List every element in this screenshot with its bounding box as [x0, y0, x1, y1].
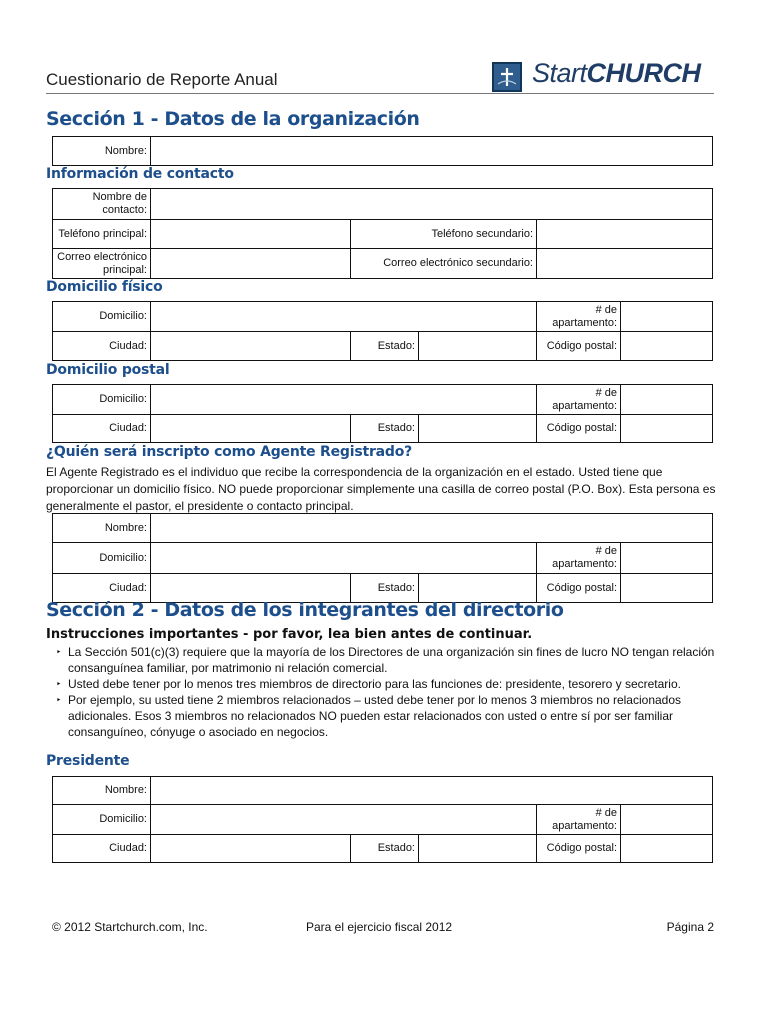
president-name-label: Nombre: [53, 777, 151, 805]
instructions-title: Instrucciones importantes - por favor, lea bien antes de continuar. [46, 627, 533, 642]
footer-page-number: Página 2 [666, 920, 714, 934]
org-name-label: Nombre: [53, 137, 151, 166]
physical-apt-field[interactable] [621, 302, 713, 332]
postal-state-field[interactable] [419, 415, 537, 443]
president-apt-field[interactable] [621, 805, 713, 835]
agent-street-label: Domicilio: [53, 543, 151, 574]
physical-state-label: Estado: [351, 332, 419, 361]
president-table [52, 776, 713, 863]
bullet-icon: ‣ [56, 679, 62, 689]
agent-apt-field[interactable] [621, 543, 713, 574]
postal-city-field[interactable] [151, 415, 351, 443]
bullet-icon: ‣ [56, 647, 62, 657]
president-zip-field[interactable] [621, 835, 713, 863]
agent-name-label: Nombre: [53, 514, 151, 543]
secondary-email-field[interactable] [537, 249, 713, 279]
agent-description: El Agente Registrado es el individuo que recibe la correspondencia de la organización en el estado. Usted tiene que proporcionar un domicilio físico. NO puede proporcionar simplemente una casilla de correo postal (P.O. Box). Esta persona es generalmente el pastor, el presidente o contacto principal. [46, 465, 716, 513]
president-city-label: Ciudad: [53, 835, 151, 863]
physical-address-table [52, 301, 713, 361]
primary-email-label: Correo electrónico principal: [53, 249, 151, 279]
physical-city-field[interactable] [151, 332, 351, 361]
president-state-field[interactable] [419, 835, 537, 863]
agent-city-label: Ciudad: [53, 574, 151, 603]
secondary-phone-label: Teléfono secundario: [351, 220, 537, 249]
bullet-icon: ‣ [56, 695, 62, 705]
secondary-phone-field[interactable] [537, 220, 713, 249]
president-zip-label: Código postal: [537, 835, 621, 863]
postal-city-label: Ciudad: [53, 415, 151, 443]
agent-name-field[interactable] [151, 514, 713, 543]
postal-street-label: Domicilio: [53, 385, 151, 415]
postal-address-table [52, 384, 713, 443]
physical-city-label: Ciudad: [53, 332, 151, 361]
postal-street-field[interactable] [151, 385, 537, 415]
startchurch-logo [492, 60, 712, 96]
footer-copyright: © 2012 Startchurch.com, Inc. [52, 920, 208, 934]
primary-phone-label: Teléfono principal: [53, 220, 151, 249]
agent-zip-label: Código postal: [537, 574, 621, 603]
president-state-label: Estado: [351, 835, 419, 863]
postal-apt-label: # de apartamento: [537, 385, 621, 415]
contact-name-label: Nombre de contacto: [53, 189, 151, 220]
agent-state-label: Estado: [351, 574, 419, 603]
contact-name-field[interactable] [151, 189, 713, 220]
section2-title: Sección 2 - Datos de los integrantes del directorio [46, 599, 564, 621]
agent-table [52, 513, 713, 603]
header-rule [46, 93, 714, 94]
list-item: ‣ Por ejemplo, su usted tiene 2 miembros relacionados – usted debe tener por lo menos 3 miembros no relacionados adicionales. Esos 3 miembros no relacionados NO pueden estar relacionados con usted o entre sí por ser familiar consanguíneo, cónyuge o asociado en negocios. [56, 693, 682, 739]
physical-street-field[interactable] [151, 302, 537, 332]
physical-apt-label: # de apartamento: [537, 302, 621, 332]
footer-fiscal-year: Para el ejercicio fiscal 2012 [306, 920, 453, 934]
president-title: Presidente [46, 753, 130, 769]
logo-wordmark: StartCHURCH [532, 58, 701, 88]
org-name-table [52, 136, 713, 166]
contact-table [52, 188, 713, 279]
physical-address-title: Domicilio físico [46, 279, 163, 295]
president-name-field[interactable] [151, 777, 713, 805]
postal-state-label: Estado: [351, 415, 419, 443]
org-name-field[interactable] [151, 137, 713, 166]
primary-email-field[interactable] [151, 249, 351, 279]
document-title: Cuestionario de Reporte Anual [46, 70, 278, 89]
agent-apt-label: # de apartamento: [537, 543, 621, 574]
postal-address-title: Domicilio postal [46, 362, 170, 378]
president-street-label: Domicilio: [53, 805, 151, 835]
president-apt-label: # de apartamento: [537, 805, 621, 835]
president-street-field[interactable] [151, 805, 537, 835]
primary-phone-field[interactable] [151, 220, 351, 249]
list-item: ‣ La Sección 501(c)(3) requiere que la mayoría de los Directores de una organización sin fines de lucro NO tengan relación consanguínea familiar, por matrimonio ni relación comercial. [56, 645, 715, 675]
agent-zip-field[interactable] [621, 574, 713, 603]
postal-apt-field[interactable] [621, 385, 713, 415]
postal-zip-label: Código postal: [537, 415, 621, 443]
postal-zip-field[interactable] [621, 415, 713, 443]
agent-street-field[interactable] [151, 543, 537, 574]
list-item: ‣ Usted debe tener por lo menos tres miembros de directorio para las funciones de: presidente, tesorero y secretario. [56, 677, 681, 691]
agent-title: ¿Quién será inscripto como Agente Registrado? [46, 444, 413, 460]
section1-title: Sección 1 - Datos de la organización [46, 108, 420, 130]
cross-icon [492, 62, 522, 92]
instructions-list [46, 644, 726, 740]
secondary-email-label: Correo electrónico secundario: [351, 249, 537, 279]
physical-zip-field[interactable] [621, 332, 713, 361]
contact-title: Información de contacto [46, 166, 234, 182]
physical-zip-label: Código postal: [537, 332, 621, 361]
president-city-field[interactable] [151, 835, 351, 863]
physical-street-label: Domicilio: [53, 302, 151, 332]
physical-state-field[interactable] [419, 332, 537, 361]
